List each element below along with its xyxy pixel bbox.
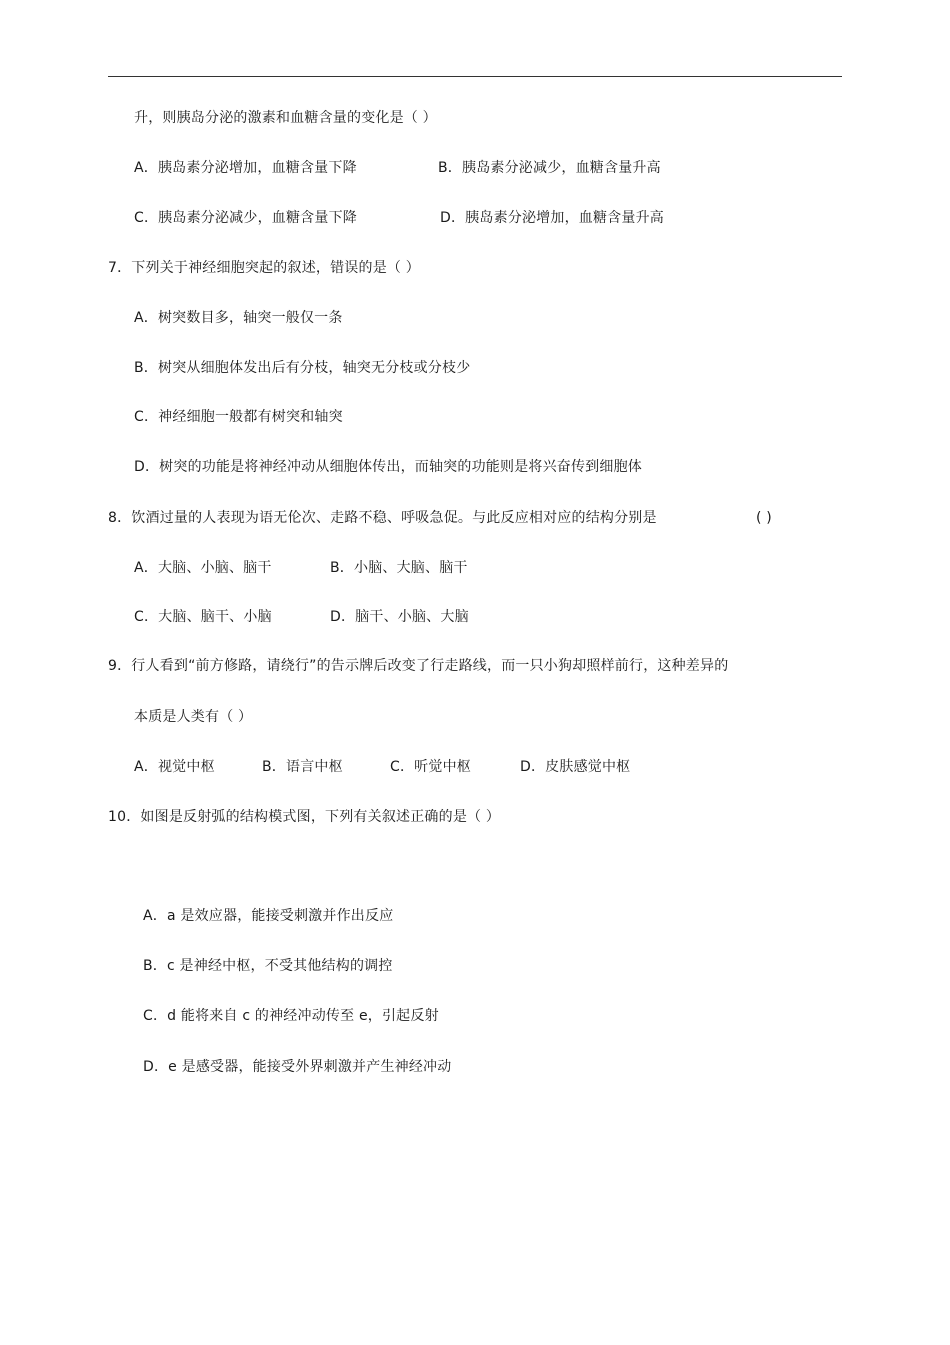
q6-option-c: C．胰岛素分泌减少，血糖含量下降	[134, 210, 357, 226]
q6-option-d: D．胰岛素分泌增加，血糖含量升高	[440, 210, 664, 226]
header-rule	[108, 76, 842, 77]
q9-option-b: B．语言中枢	[262, 759, 343, 775]
q7-option-d: D．树突的功能是将神经冲动从细胞体传出，而轴突的功能则是将兴奋传到细胞体	[134, 459, 642, 475]
q10-option-d: D．e 是感受器，能接受外界刺激并产生神经冲动	[143, 1059, 452, 1075]
q8-stem: 8．饮酒过量的人表现为语无伦次、走路不稳、呼吸急促。与此反应相对应的结构分别是	[108, 510, 657, 526]
q7-option-a: A．树突数目多，轴突一般仅一条	[134, 310, 343, 326]
q8-option-b: B．小脑、大脑、脑干	[330, 560, 468, 576]
q8-option-c: C．大脑、脑干、小脑	[134, 609, 272, 625]
q8-option-d: D．脑干、小脑、大脑	[330, 609, 469, 625]
q6-option-a: A．胰岛素分泌增加，血糖含量下降	[134, 160, 357, 176]
q7-stem: 7．下列关于神经细胞突起的叙述，错误的是（ ）	[108, 260, 420, 276]
q9-stem-continuation: 本质是人类有（ ）	[134, 709, 253, 725]
q7-option-c: C．神经细胞一般都有树突和轴突	[134, 409, 343, 425]
q8-option-a: A．大脑、小脑、脑干	[134, 560, 272, 576]
q9-option-c: C．听觉中枢	[390, 759, 471, 775]
q10-stem: 10．如图是反射弧的结构模式图，下列有关叙述正确的是（ ）	[108, 809, 501, 825]
q6-option-b: B．胰岛素分泌减少，血糖含量升高	[438, 160, 661, 176]
q7-option-b: B．树突从细胞体发出后有分枝，轴突无分枝或分枝少	[134, 360, 471, 376]
q9-option-a: A．视觉中枢	[134, 759, 215, 775]
q10-option-a: A．a 是效应器，能接受刺激并作出反应	[143, 908, 394, 924]
q6-stem-continuation: 升，则胰岛分泌的激素和血糖含量的变化是（ ）	[134, 110, 437, 126]
q10-option-b: B．c 是神经中枢，不受其他结构的调控	[143, 958, 393, 974]
q10-option-c: C．d 能将来自 c 的神经冲动传至 e，引起反射	[143, 1008, 439, 1024]
q9-stem: 9．行人看到“前方修路，请绕行”的告示牌后改变了行走路线，而一只小狗却照样前行，这种差异的	[108, 658, 729, 674]
q9-option-d: D．皮肤感觉中枢	[520, 759, 631, 775]
q8-answer-paren: ( )	[756, 510, 772, 526]
